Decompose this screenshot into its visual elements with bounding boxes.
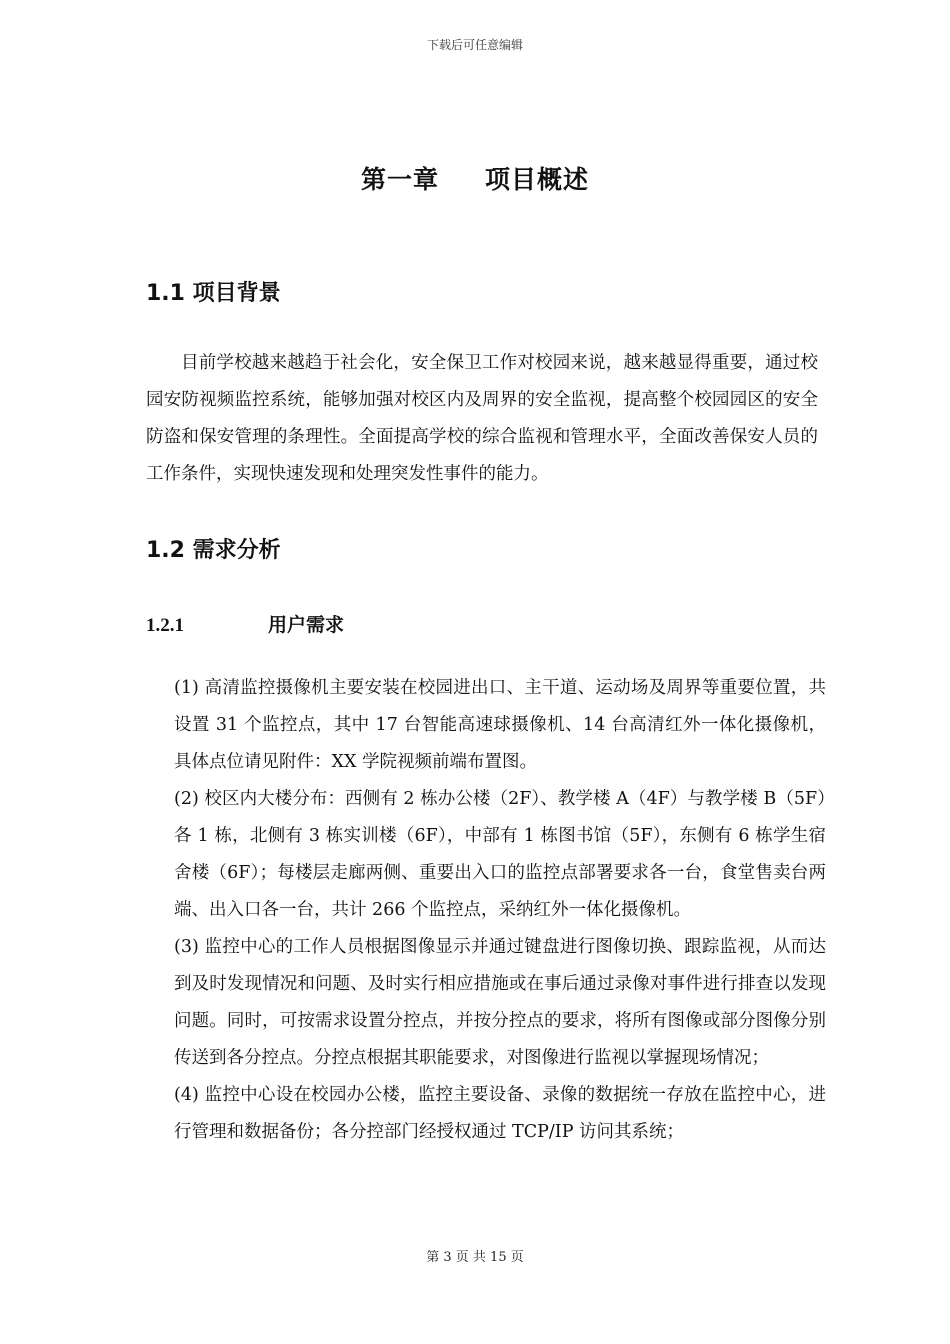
list-item: (2) 校区内大楼分布：西侧有 2 栋办公楼（2F）、教学楼 A（4F）与教学楼 B（5F）各 1 栋，北侧有 3 栋实训楼（6F），中部有 1 栋图书馆（5F），东侧有 6 栋学生宿舍楼（6F）；每楼层走廊两侧、重要出入口的监控点部署要求各一台，食堂售卖台两端、出入口各一台，共计 266 个监控点，采纳红外一体化摄像机。 bbox=[174, 789, 826, 920]
subsection-heading-1-2-1 bbox=[146, 610, 344, 637]
chapter-title bbox=[0, 160, 950, 196]
section-heading-1-1: 1.1 项目背景 bbox=[146, 281, 281, 306]
list-item: (3) 监控中心的工作人员根据图像显示并通过键盘进行图像切换、跟踪监视，从而达到及时发现情况和问题、及时实行相应措施或在事后通过录像对事件进行排查以发现问题。同时，可按需求设置分控点，并按分控点的要求，将所有图像或部分图像分别传送到各分控点。分控点根据其职能要求，对图像进行监视以掌握现场情况； bbox=[174, 937, 826, 1068]
subsection-title: 用户需求 bbox=[268, 614, 345, 636]
subsection-number: 1.2.1 bbox=[146, 615, 184, 636]
requirements-list bbox=[174, 670, 826, 1151]
background-paragraph: 目前学校越来越趋于社会化，安全保卫工作对校园来说，越来越显得重要，通过校园安防视频监控系统，能够加强对校区内及周界的安全监视，提高整个校园园区的安全防盗和保安管理的条理性。全面提高学校的综合监视和管理水平，全面改善保安人员的工作条件，实现快速发现和处理突发性事件的能力。 bbox=[146, 353, 818, 484]
header-note: 下载后可任意编辑 bbox=[426, 38, 523, 52]
page-footer: 第 3 页 共 15 页 bbox=[426, 1250, 524, 1265]
list-item: (1) 高清监控摄像机主要安装在校园进出口、主干道、运动场及周界等重要位置，共设置 31 个监控点，其中 17 台智能高速球摄像机、14 台高清红外一体化摄像机，具体点位请见附件：XX 学院视频前端布置图。 bbox=[174, 678, 826, 772]
chapter-label: 第一章 bbox=[360, 165, 439, 194]
section-heading-1-2: 1.2 需求分析 bbox=[146, 538, 281, 563]
list-item: (4) 监控中心设在校园办公楼，监控主要设备、录像的数据统一存放在监控中心，进行管理和数据备份；各分控部门经授权通过 TCP/IP 访问其系统； bbox=[174, 1085, 826, 1142]
chapter-name: 项目概述 bbox=[485, 165, 590, 194]
